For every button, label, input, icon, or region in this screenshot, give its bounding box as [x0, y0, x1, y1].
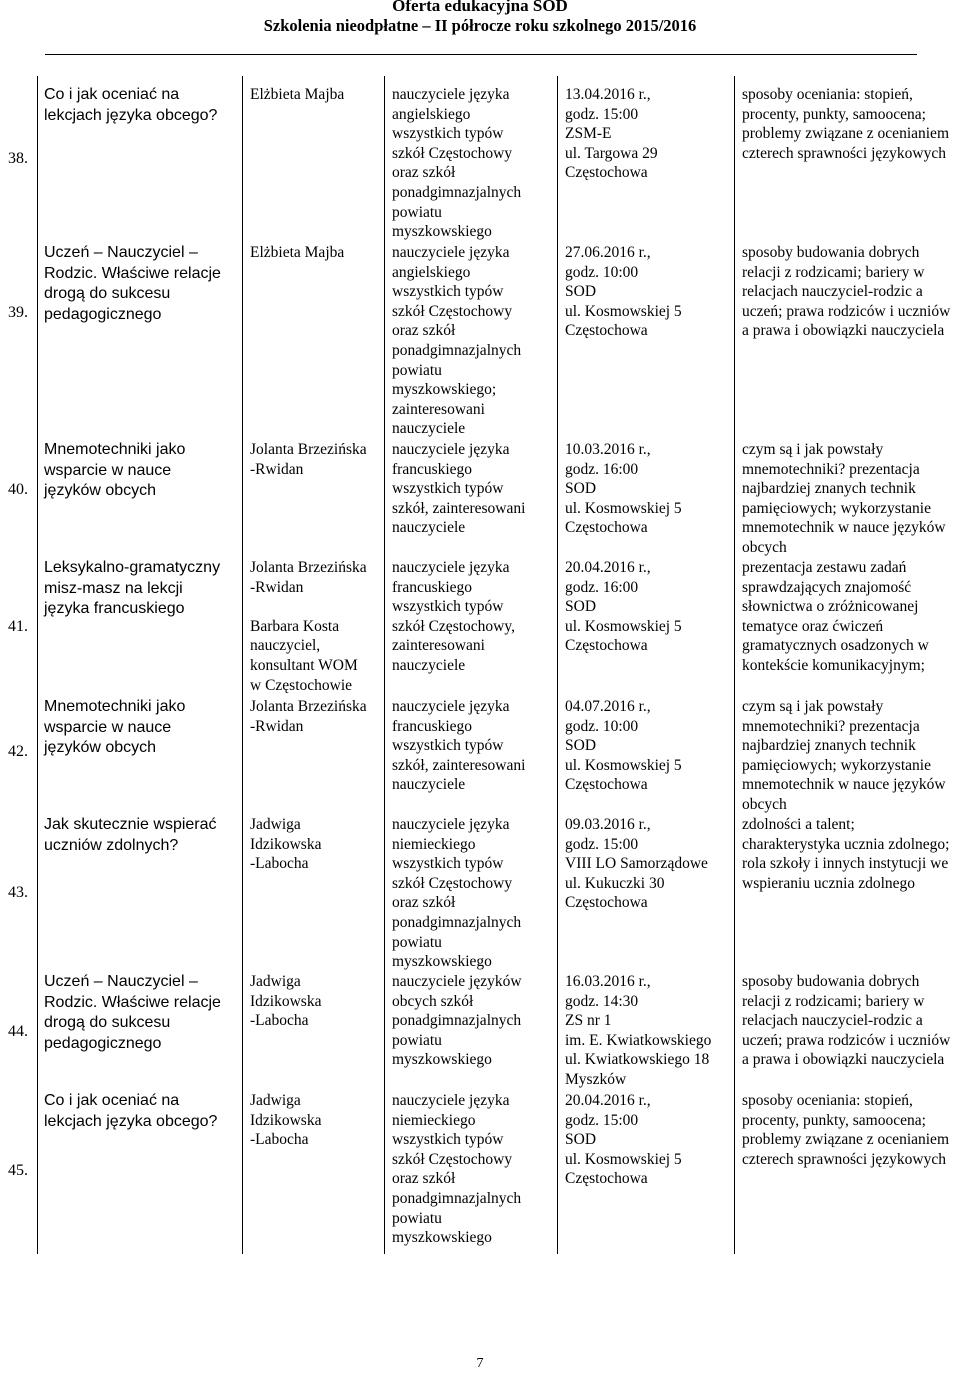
date-place: 10.03.2016 r., godz. 16:00 SOD ul. Kosmowskiej 5 Częstochowa	[565, 441, 682, 537]
trainer-name: Jolanta Brzezińska -Rwidan	[250, 441, 367, 478]
target-audience: nauczyciele języka niemieckiego wszystkich typów szkół Częstochowy oraz szkół ponadgimnazjalnych powiatu myszkowskiego	[392, 816, 522, 971]
training-title: Co i jak oceniać na lekcjach języka obcego?	[44, 1092, 218, 1130]
trainer-name: Jadwiga Idzikowska -Labocha	[250, 973, 322, 1030]
training-topics: sposoby oceniania: stopień, procenty, punkty, samoocena; problemy związane z ocenianiem czterech sprawności językowych	[742, 1092, 949, 1168]
training-topics: czym są i jak powstały mnemotechniki? prezentacja najbardziej znanych technik pamięciowych; wykorzystanie mnemotechnik w nauce języków obcych	[742, 698, 946, 813]
header-line-2: Szkolenia nieodpłatne – II półrocze roku szkolnego 2015/2016	[263, 16, 697, 35]
date-place: 16.03.2016 r., godz. 14:30 ZS nr 1 im. E. Kwiatkowskiego ul. Kwiatkowskiego 18 Myszków	[565, 973, 712, 1088]
trainer-name: Elżbieta Majba	[250, 86, 345, 103]
column-divider	[242, 76, 243, 1254]
date-place: 13.04.2016 r., godz. 15:00 ZSM-E ul. Targowa 29 Częstochowa	[565, 86, 658, 182]
column-divider	[37, 76, 38, 1254]
target-audience: nauczyciele języka francuskiego wszystkich typów szkół Częstochowy, zainteresowani nauczyciele	[392, 559, 515, 674]
trainer-name: Elżbieta Majba	[250, 244, 345, 261]
training-title: Leksykalno-gramatyczny misz-masz na lekcji języka francuskiego	[44, 559, 221, 617]
target-audience: nauczyciele języka angielskiego wszystkich typów szkół Częstochowy oraz szkół ponadgimnazjalnych powiatu myszkowskiego	[392, 86, 522, 241]
training-topics: prezentacja zestawu zadań sprawdzających znajomość słownictwa o zróżnicowanej tematyce oraz ćwiczeń gramatycznych osadzonych w kontekście komunikacyjnym;	[742, 559, 929, 674]
target-audience: nauczyciele języka francuskiego wszystkich typów szkół, zainteresowani nauczyciele	[392, 698, 526, 794]
header-line-1: Oferta edukacyjna SOD	[392, 0, 568, 15]
row-number: 43.	[8, 884, 28, 901]
row-number: 42.	[8, 743, 28, 760]
trainer-name: Jolanta Brzezińska -Rwidan	[250, 698, 367, 735]
row-number: 44.	[8, 1023, 28, 1040]
target-audience: nauczyciele języka niemieckiego wszystkich typów szkół Częstochowy oraz szkół ponadgimnazjalnych powiatu myszkowskiego	[392, 1092, 522, 1247]
trainer-name: Jolanta Brzezińska -Rwidan Barbara Kosta nauczyciel, konsultant WOM w Częstochowie	[250, 559, 367, 694]
row-number: 40.	[8, 481, 28, 498]
trainer-name: Jadwiga Idzikowska -Labocha	[250, 816, 322, 873]
training-topics: czym są i jak powstały mnemotechniki? prezentacja najbardziej znanych technik pamięciowych; wykorzystanie mnemotechnik w nauce języków obcych	[742, 441, 946, 556]
header-rule	[45, 54, 917, 55]
training-title: Uczeń – Nauczyciel – Rodzic. Właściwe relacje drogą do sukcesu pedagogicznego	[44, 244, 221, 323]
training-topics: zdolności a talent; charakterystyka ucznia zdolnego; rola szkoły i innych instytucji we wspieraniu ucznia zdolnego	[742, 816, 950, 892]
training-title: Mnemotechniki jako wsparcie w nauce języków obcych	[44, 698, 186, 756]
training-title: Mnemotechniki jako wsparcie w nauce języków obcych	[44, 441, 186, 499]
date-place: 20.04.2016 r., godz. 16:00 SOD ul. Kosmowskiej 5 Częstochowa	[565, 559, 682, 655]
target-audience: nauczyciele języków obcych szkół ponadgimnazjalnych powiatu myszkowskiego	[392, 973, 522, 1069]
date-place: 09.03.2016 r., godz. 15:00 VIII LO Samorządowe ul. Kukuczki 30 Częstochowa	[565, 816, 708, 912]
column-divider	[734, 76, 735, 1254]
date-place: 04.07.2016 r., godz. 10:00 SOD ul. Kosmowskiej 5 Częstochowa	[565, 698, 682, 794]
training-topics: sposoby budowania dobrych relacji z rodzicami; bariery w relacjach nauczyciel-rodzic a uczeń; prawa rodziców i uczniów a prawa i obowiązki nauczyciela	[742, 244, 951, 340]
row-number: 45.	[8, 1162, 28, 1179]
column-divider	[557, 76, 558, 1254]
target-audience: nauczyciele języka angielskiego wszystkich typów szkół Częstochowy oraz szkół ponadgimnazjalnych powiatu myszkowskiego; zainteresowani nauczyciele	[392, 244, 522, 438]
date-place: 27.06.2016 r., godz. 10:00 SOD ul. Kosmowskiej 5 Częstochowa	[565, 244, 682, 340]
page-number: 7	[476, 1356, 484, 1371]
target-audience: nauczyciele języka francuskiego wszystkich typów szkół, zainteresowani nauczyciele	[392, 441, 526, 537]
row-number: 38.	[8, 150, 28, 167]
training-topics: sposoby oceniania: stopień, procenty, punkty, samoocena; problemy związane z ocenianiem czterech sprawności językowych	[742, 86, 949, 162]
row-number: 39.	[8, 304, 28, 321]
training-title: Uczeń – Nauczyciel – Rodzic. Właściwe relacje drogą do sukcesu pedagogicznego	[44, 973, 221, 1052]
training-title: Co i jak oceniać na lekcjach języka obcego?	[44, 86, 218, 124]
row-number: 41.	[8, 618, 28, 635]
training-topics: sposoby budowania dobrych relacji z rodzicami; bariery w relacjach nauczyciel-rodzic a uczeń; prawa rodziców i uczniów a prawa i obowiązki nauczyciela	[742, 973, 951, 1069]
date-place: 20.04.2016 r., godz. 15:00 SOD ul. Kosmowskiej 5 Częstochowa	[565, 1092, 682, 1188]
trainer-name: Jadwiga Idzikowska -Labocha	[250, 1092, 322, 1149]
column-divider	[384, 76, 385, 1254]
training-title: Jak skutecznie wspierać uczniów zdolnych?	[44, 816, 217, 854]
